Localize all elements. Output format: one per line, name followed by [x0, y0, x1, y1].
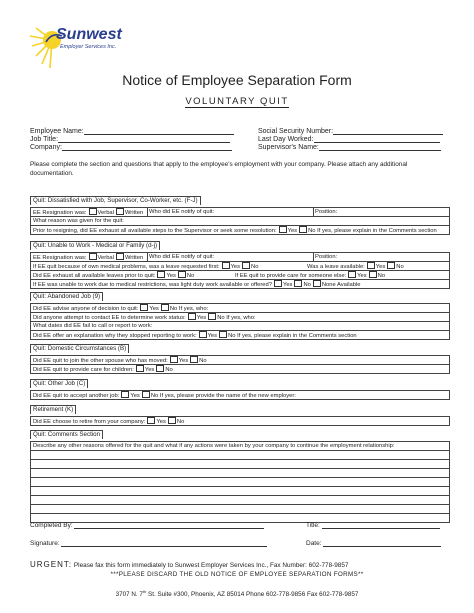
company-field[interactable]: Company:: [30, 144, 232, 151]
section-heading: Quit: Other Job (C): [30, 379, 88, 388]
discard-note: ***PLEASE DISCARD THE OLD NOTICE OF EMPLOYEE SEPARATION FORMS**: [110, 571, 364, 578]
explanation-row: Did EE offer an explanation why they stopped reporting to work: Yes No If yes, please explain in the Comments section: [31, 330, 449, 339]
no-checkbox[interactable]: [156, 365, 164, 372]
comment-line[interactable]: [31, 486, 449, 495]
contact-row: Did anyone attempt to contact EE to determine work status: Yes No If yes, who:: [31, 312, 449, 321]
children-row: Did EE quit to provide care for children: Yes No: [31, 364, 449, 373]
verbal-checkbox[interactable]: [89, 208, 97, 215]
section-domestic: [30, 337, 450, 374]
no-checkbox[interactable]: [161, 304, 169, 311]
no-checkbox[interactable]: [299, 226, 307, 233]
signature-field[interactable]: Signature:: [30, 540, 267, 547]
last-day-field[interactable]: Last Day Worked:: [258, 136, 440, 143]
retire-row: Did EE choose to retire from your company: Yes No: [33, 419, 185, 425]
yes-checkbox[interactable]: [279, 226, 287, 233]
section-comments: [30, 423, 450, 523]
completed-by-field[interactable]: Completed By:: [30, 522, 264, 529]
no-checkbox[interactable]: [190, 356, 198, 363]
section-heading: Quit: Domestic Circumstances (B): [30, 344, 129, 353]
section-heading: Quit: Unable to Work - Medical or Family (d-j): [30, 241, 160, 250]
comment-line[interactable]: [31, 450, 449, 459]
verbal-checkbox[interactable]: [89, 253, 97, 260]
comment-line[interactable]: [31, 468, 449, 477]
written-checkbox[interactable]: [116, 253, 124, 260]
section-abandoned: [30, 285, 450, 340]
yes-checkbox[interactable]: [121, 391, 129, 398]
no-checkbox[interactable]: [178, 271, 186, 278]
resignation-row: EE Resignation was: Verbal Written Who did EE notify of quit: Position:: [33, 254, 338, 261]
another-job-row: Did EE quit to accept another job: Yes No If yes, please provide the name of the new employer:: [33, 393, 296, 399]
section-heading: Quit: Dissatisfied with Job, Supervisor, Co-Worker, etc. (F-J): [30, 196, 201, 205]
comment-line[interactable]: [31, 504, 449, 513]
yes-checkbox[interactable]: [222, 262, 230, 269]
intro-text: Please complete the section and questions that apply to the employee's employment with your company. Please attach any additional documentation.: [30, 161, 408, 177]
company-address: 3707 N. 7th St. Suite #300, Phoenix, AZ 85014 Phone 602-778-9856 Fax 602-778-9857: [115, 589, 359, 599]
yes-checkbox[interactable]: [157, 271, 165, 278]
yes-checkbox[interactable]: [140, 304, 148, 311]
yes-checkbox[interactable]: [367, 262, 375, 269]
reason-row: What reason was given for the quit:: [31, 216, 449, 225]
comment-line[interactable]: [31, 495, 449, 504]
section-heading: Quit: Comments Section: [30, 430, 103, 439]
employee-name-field[interactable]: Employee Name:: [30, 128, 234, 135]
no-checkbox[interactable]: [369, 271, 377, 278]
ssn-field[interactable]: Social Security Number:: [258, 128, 443, 135]
advise-row: Did EE advise anyone of decision to quit: Yes No If yes, who:: [33, 306, 209, 312]
form-title: Notice of Employee Separation Form: [122, 72, 352, 88]
sunwest-logo: [28, 24, 158, 72]
exhaust-steps-row: Prior to resigning, did EE exhaust all available steps to the Supervisor or seek some resolution: Yes No If yes, please explain in the Comments section: [31, 225, 449, 234]
section-dissatisfied: [30, 189, 450, 235]
section-heading: Quit: Abandoned Job (9): [30, 292, 103, 301]
yes-checkbox[interactable]: [170, 356, 178, 363]
section-other-job: [30, 372, 450, 400]
logo-subtitle: Employer Services Inc.: [60, 44, 117, 50]
exhaust-leaves-row: Did EE exhaust all available leaves prior to quit: Yes No If EE quit to provide care for someone else: Yes No: [31, 270, 449, 279]
comment-line[interactable]: [31, 513, 449, 522]
no-checkbox[interactable]: [387, 262, 395, 269]
comment-line[interactable]: [31, 459, 449, 468]
no-checkbox[interactable]: [208, 313, 216, 320]
comments-prompt-row: Describe any other reasons offered for the quit and what if any actions were taken by your company to continue the employment relationship:: [33, 443, 395, 449]
written-checkbox[interactable]: [116, 208, 124, 215]
date-field[interactable]: Date:: [306, 540, 441, 547]
comment-line[interactable]: [31, 477, 449, 486]
section-retirement: [30, 398, 450, 426]
form-subtitle: VOLUNTARY QUIT: [185, 96, 289, 107]
resignation-row: EE Resignation was: Verbal Written Who did EE notify of quit: Position:: [33, 209, 338, 216]
light-duty-row: If EE was unable to work due to medical restrictions, was light duty work available or offered? Yes No None Available: [31, 279, 449, 288]
no-checkbox[interactable]: [142, 391, 150, 398]
job-title-field[interactable]: Job Title:: [30, 136, 230, 143]
yes-checkbox[interactable]: [348, 271, 356, 278]
yes-checkbox[interactable]: [136, 365, 144, 372]
urgent-note: URGENT: Please fax this form immediately to Sunwest Employer Services Inc., Fax Number: 602-778-9857: [30, 560, 349, 569]
no-checkbox[interactable]: [242, 262, 250, 269]
section-heading: Retirement (K): [30, 405, 76, 414]
title-field[interactable]: Title:: [306, 522, 440, 529]
yes-checkbox[interactable]: [188, 313, 196, 320]
dates-row: What dates did EE fail to call or report to work:: [31, 321, 449, 330]
leave-requested-row: If EE quit because of own medical problems, was a leave requested first: Yes No Was a leave available: Yes No: [31, 261, 449, 270]
section-medical: [30, 234, 450, 289]
logo-name: Sunwest: [56, 26, 122, 43]
spouse-row: Did EE quit to join the other spouse who has moved: Yes No: [33, 358, 207, 364]
supervisor-field[interactable]: Supervisor's Name:: [258, 144, 441, 151]
